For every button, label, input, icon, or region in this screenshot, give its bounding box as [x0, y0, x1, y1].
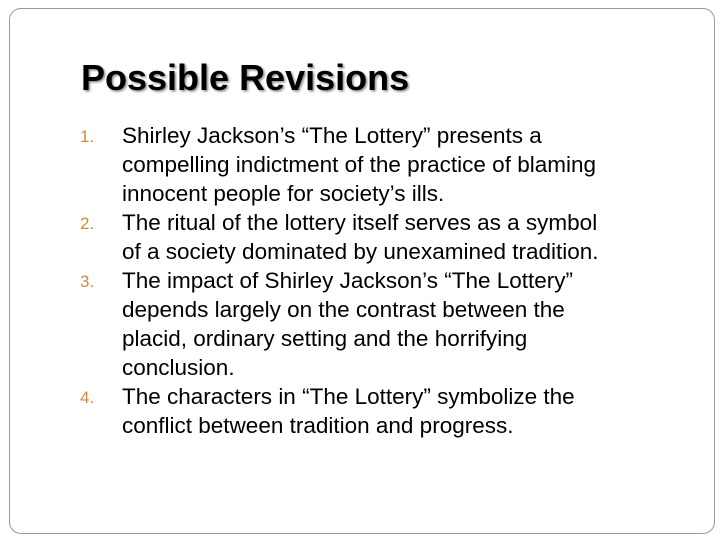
list-item-number: 1.: [80, 127, 95, 146]
list-item: [80, 266, 680, 382]
list-item-number: 2.: [80, 214, 95, 233]
list-item: [80, 382, 680, 440]
list-item-number: 3.: [80, 272, 95, 291]
list-item-text: Shirley Jackson’s “The Lottery” presents a compelling indictment of the practice of blaming innocent people for society’s ills.: [122, 123, 596, 206]
list-item-text: The ritual of the lottery itself serves as a symbol of a society dominated by unexamined tradition.: [122, 210, 599, 264]
revisions-list: [80, 121, 680, 440]
slide-title: Possible Revisions: [81, 57, 410, 98]
list-item-number: 4.: [80, 388, 95, 407]
list-item-text: The characters in “The Lottery” symbolize the conflict between tradition and progress.: [122, 384, 575, 438]
list-item: [80, 121, 680, 208]
list-item-text: The impact of Shirley Jackson’s “The Lottery” depends largely on the contrast between the placid, ordinary setting and the horrifying conclusion.: [122, 268, 574, 380]
list-item: [80, 208, 680, 266]
